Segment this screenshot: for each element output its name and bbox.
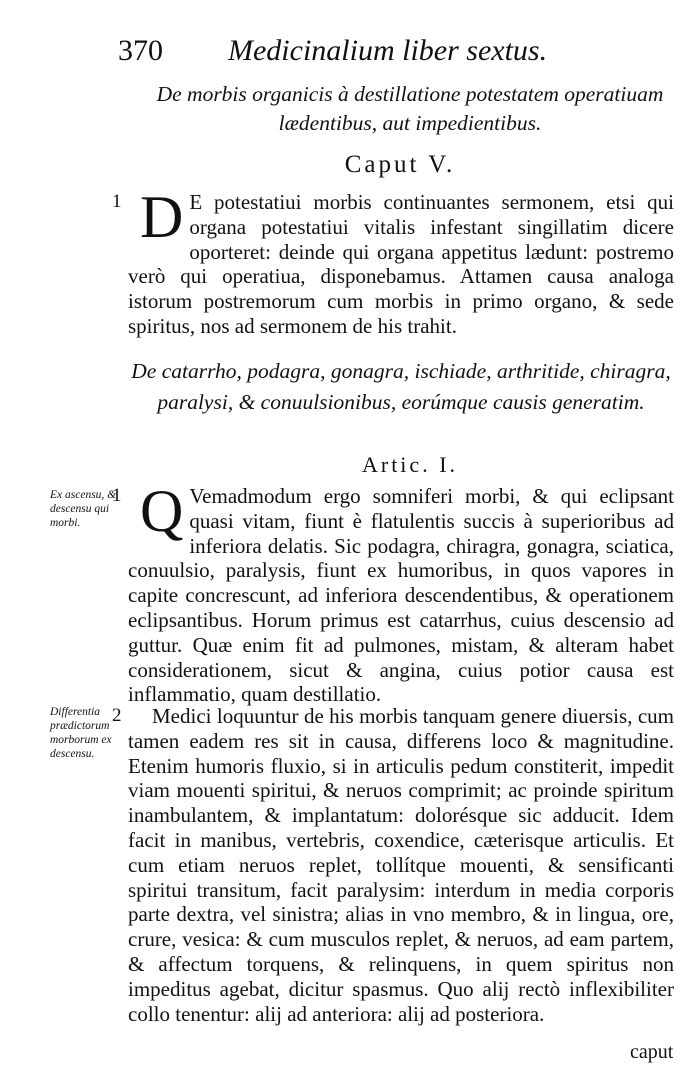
article-paragraph-2 [112,704,674,1026]
paragraph-number: 2 [112,705,122,726]
paragraph-text: Vemadmodum ergo somniferi morbi, & qui eclipsant quasi vitam, fiunt è flatulentis succis à superioribus ad inferiora delatis. Sic podagra, chiragra, gonagra, sciatica, conuulsio, paralysis, fiunt ex humoribus, in quos vapores in capite concrescunt, ad inferiora descendentibus, & operationem eclipsantibus. Horum primus est catarrhus, cuius descensio ad guttur. Quæ enim fit ad pulmones, mistam, & alteram habet considerationem, sicut & angina, cuius potior causa est inflammatio, quam destillatio. [128,484,674,707]
running-title: Medicinalium liber sextus. [228,34,548,67]
page-number: 370 [118,34,163,67]
margin-note: Ex ascensu, & descensu qui morbi. [50,489,117,529]
paragraph-number: 1 [112,485,122,506]
paragraph-text: Medici loquuntur de his morbis tanquam genere diuersis, cum tamen eadem res sit in causa, differens loco & magnitudine. Etenim humoris fluxio, si in articulis pedum constiterit, impedit viam mouenti spiritui, & neruos comprimit; ac proinde spiritum inambulantem, & implantatum: dolorésque sic adducit. Idem facit in manibus, vertebris, coxendice, cæterisque articulis. Et cum etiam neruos replet, tollítque mouenti, & sensificanti spiritui transitum, facit paralysim: interdum in media corporis parte dextra, vel sinistra; alias in vno membro, & in lingua, ore, crure, vesica: & cum musculos replet, & neruos, ad eam partem, & affectum torquens, & relinquens, in quem spiritus non impeditus agebat, dicitur spasmus. Quo alij rectò inflexibiliter collo tenentur: alij ad anteriora: alij ad posteriora. [128,704,674,1026]
article-heading: Artic. I. [361,452,459,477]
drop-cap: Q [140,478,184,544]
running-head [118,34,678,74]
paragraph-text: E potestatiui morbis continuantes sermonem, etsi qui organa potestatiui vitalis infestant singillatim dicere oporteret: deinde qui organa appetitus lædunt: postremo verò qui operatiua, disponebamus. Attamen causa analoga istorum postremorum cum morbis in primo organo, & sede spiritus, nos ad sermonem de his trahit. [128,190,674,338]
drop-cap: D [140,184,184,250]
section-title: De morbis organicis à destillatione potestatem operatiuam lædentibus, aut impedientibus. [156,82,664,135]
subsection-title: De catarrho, podagra, gonagra, ischiade, arthritide, chiragra, paralysi, & conuulsionibus, eorúmque causis generatim. [131,359,671,414]
chapter-heading: Caput V. [344,151,456,178]
paragraph-number: 1 [112,191,122,212]
catchword: caput [630,1041,674,1063]
article-paragraph-1 [112,478,674,707]
chapter-paragraph [112,184,674,339]
margin-note: Differentia prædictorum morborum ex descensu. [50,706,112,760]
